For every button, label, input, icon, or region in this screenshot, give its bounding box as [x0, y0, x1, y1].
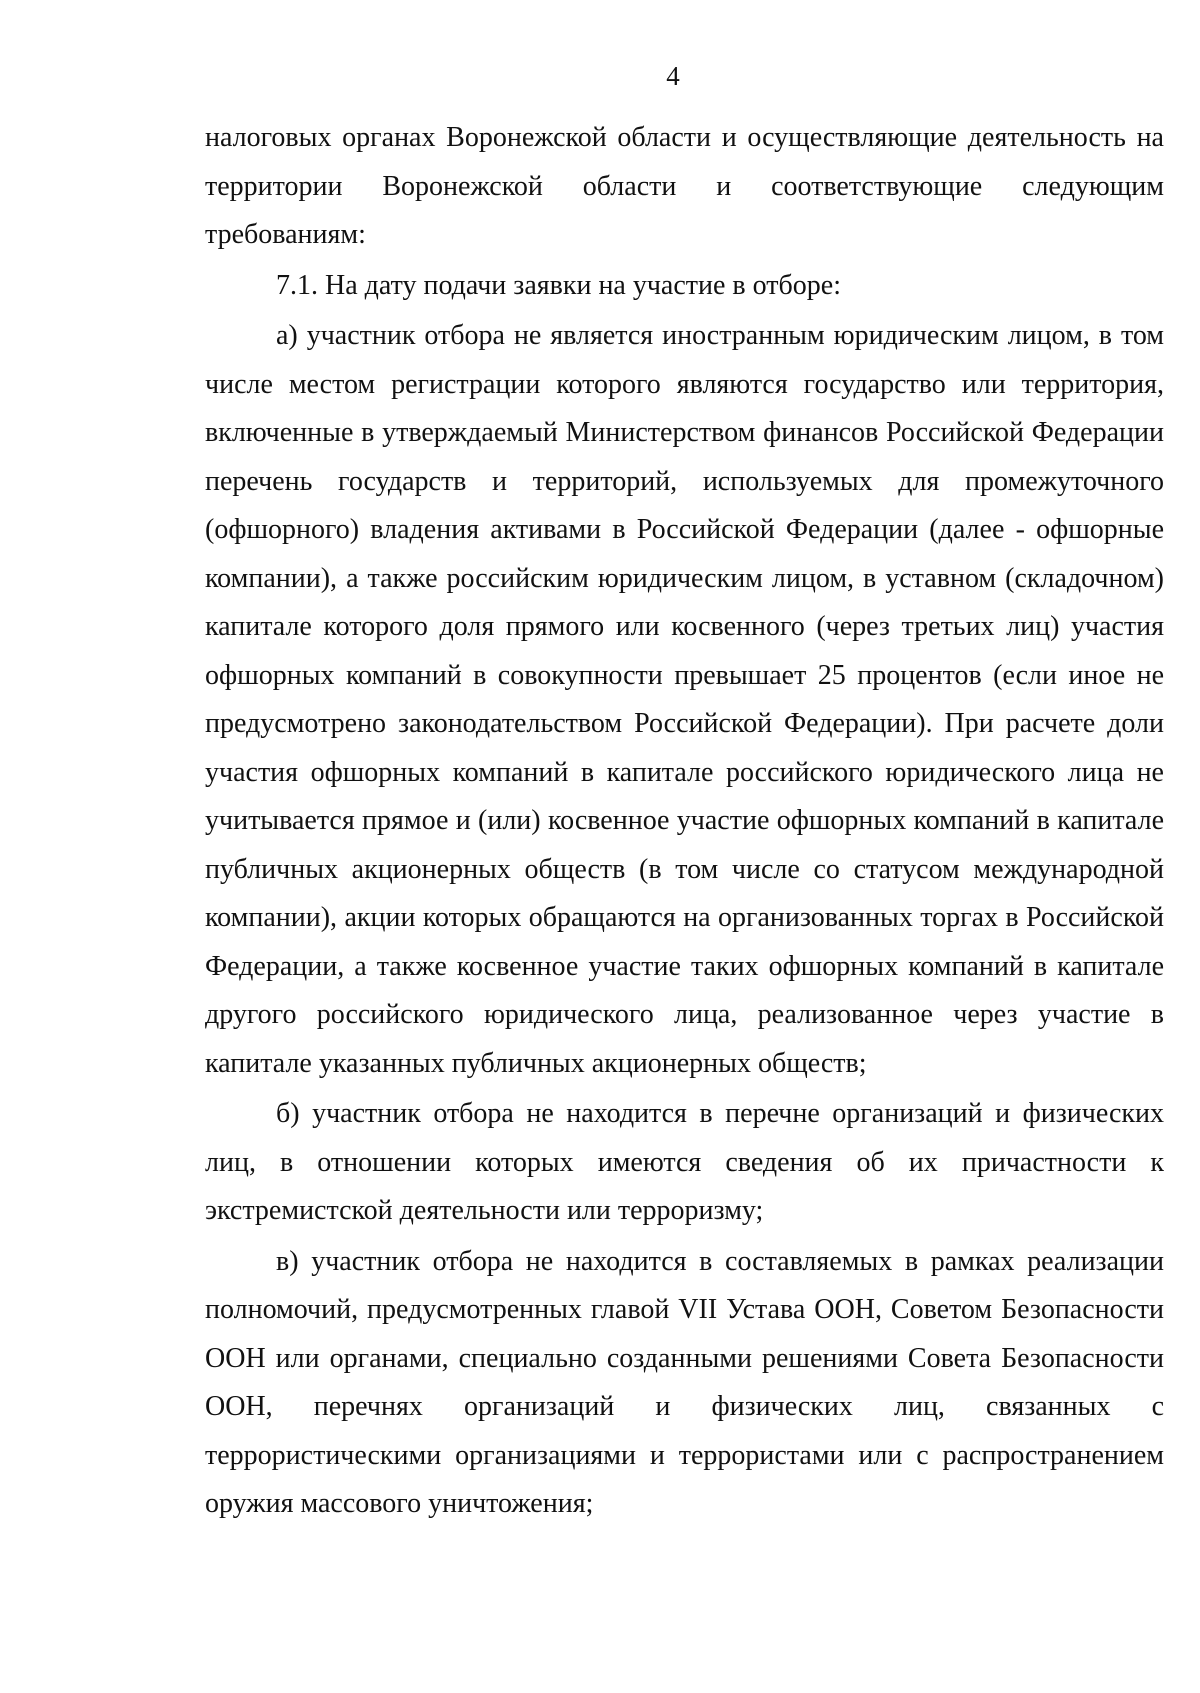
paragraph-item-a: а) участник отбора не является иностранным юридическим лицом, в том числе местом регистрации которого являются государство или территория, включенные в утверждаемый Министерством финансов Российской Федерации перечень государств и территорий, используемых для промежуточного (офшорного) владения активами в Российской Федерации (далее - офшорные компании), а также российским юридическим лицом, в уставном (складочном) капитале которого доля прямого или косвенного (через третьих лиц) участия офшорных компаний в совокупности превышает 25 процентов (если иное не предусмотрено законодательством Российской Федерации). При расчете доли участия офшорных компаний в капитале российского юридического лица не учитывается прямое и (или) косвенное участие офшорных компаний в капитале публичных акционерных обществ (в том числе со статусом международной компании), акции которых обращаются на организованных торгах в Российской Федерации, а также косвенное участие таких офшорных компаний в капитале другого российского юридического лица, реализованное через участие в капитале указанных публичных акционерных обществ;	[205, 320, 1164, 1079]
paragraph-item-b: б) участник отбора не находится в перечне организаций и физических лиц, в отношении которых имеются сведения об их причастности к экстремистской деятельности или терроризму;	[205, 1098, 1164, 1226]
paragraph-continuation: налоговых органах Воронежской области и осуществляющие деятельность на территории Воронежской области и соответствующие следующим требованиям:	[205, 122, 1164, 250]
page-number: 4	[666, 61, 680, 91]
paragraph-clause-7-1: 7.1. На дату подачи заявки на участие в отборе:	[276, 269, 841, 301]
document-body	[205, 114, 1164, 1529]
paragraph-item-v: в) участник отбора не находится в составляемых в рамках реализации полномочий, предусмотренных главой VII Устава ООН, Советом Безопасности ООН или органами, специально созданными решениями Совета Безопасности ООН, перечнях организаций и физических лиц, связанных с террористическими организациями и террористами или с распространением оружия массового уничтожения;	[205, 1245, 1164, 1519]
